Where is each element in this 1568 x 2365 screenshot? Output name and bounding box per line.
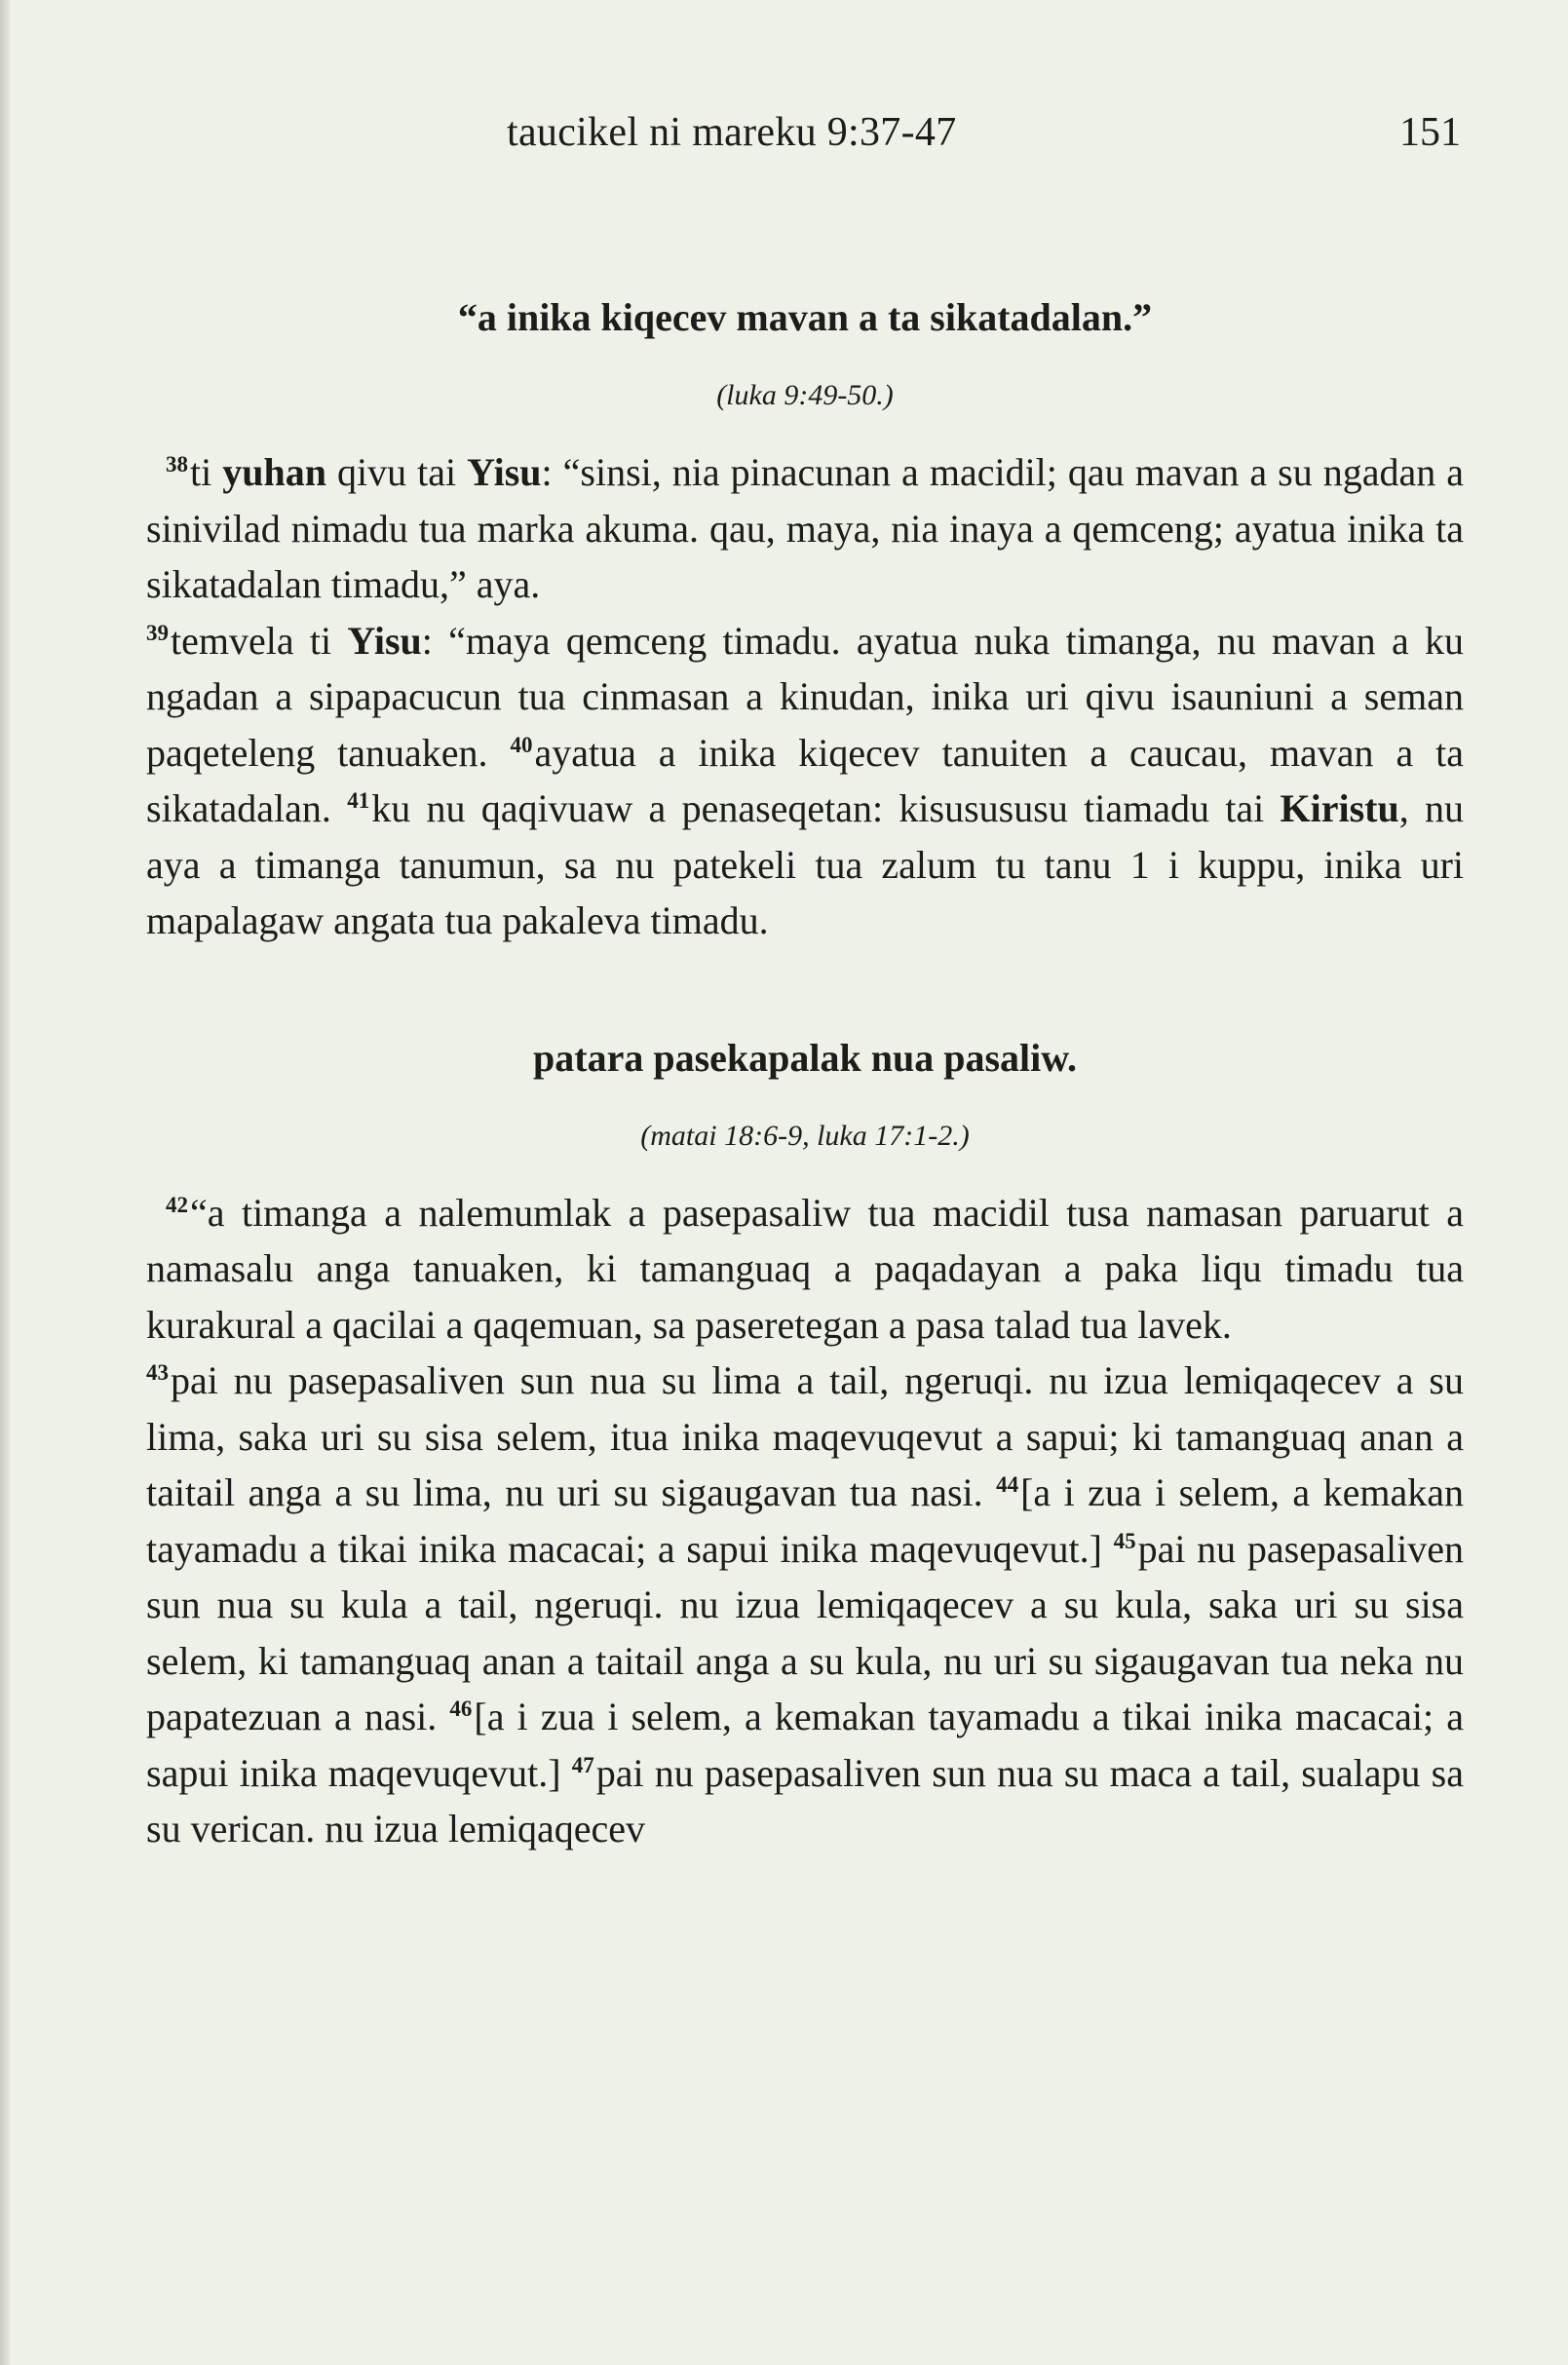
section-reference-1: (luka 9:49-50.) (716, 379, 894, 411)
verse-38-name-yisu: Yisu (467, 450, 542, 494)
section-reference-2: (matai 18:6-9, luka 17:1-2.) (640, 1119, 970, 1152)
verse-42-text: “a timanga a nalemumlak a pasepasaliw tua macidil tusa namasan paruarut a namasalu anga tanuaken, ki tamanguaq a paqadayan a paka liqu timadu tua kurakural a qacilai a qaqemuan, sa paseretegan a pasa talad tua lavek. (146, 1190, 1464, 1347)
verse-43-text: pai nu pasepasaliven sun nua su lima a tail, ngeruqi. nu izua lemiqaqecev a su lima, saka uri su sisa selem, itua inika maqevuqevut a sapui; ki tamanguaq anan a taitail anga a su lima, nu uri su sigaugavan tua nasi. (146, 1358, 1464, 1514)
verse-46-text: [a i zua i selem, a kemakan tayamadu a tikai inika macacai; a sapui inika maqevuqevut.] (146, 1695, 1464, 1795)
verse-44-text: [a i zua i selem, a kemakan tayamadu a tikai inika macacai; a sapui inika maqevuqevut.] (146, 1470, 1464, 1571)
running-title: taucikel ni mareku 9:37-47 (507, 110, 957, 155)
verse-number-47: 47 (571, 1752, 594, 1777)
verse-38-text: qivu tai (326, 450, 468, 494)
verse-41-name-kiristu: Kiristu (1280, 786, 1399, 830)
verse-number-46: 46 (449, 1697, 473, 1721)
verse-39-text: temvela ti (171, 618, 348, 663)
verse-38-text: ti (190, 450, 223, 494)
verse-45-text: pai nu pasepasaliven sun nua su kula a tail, ngeruqi. nu izua lemiqaqecev a su kula, saka uri su sisa selem, ki tamanguaq anan a taitail anga a su kula, nu uri su sigaugavan tua neka nu papatezuan a nasi. (146, 1526, 1465, 1738)
page-edge (0, 0, 10, 2365)
verse-number-44: 44 (996, 1472, 1019, 1497)
section-title-1: “a inika kiqecev mavan a ta sikatadalan.” (457, 295, 1153, 339)
paragraph-verses-38-41 (146, 444, 1464, 949)
verse-39-name-yisu: Yisu (347, 618, 422, 663)
paragraph-verses-42-47 (146, 1185, 1464, 1857)
verse-41-text: ku nu qaqivuaw a penaseqetan: kisusususu tiamadu tai (371, 786, 1281, 830)
section-title-2: patara pasekapalak nua pasaliw. (533, 1035, 1077, 1080)
verse-number-42: 42 (166, 1192, 188, 1217)
verse-39-text: : “maya qemceng timadu. ayatua nuka timanga, nu mavan a ku ngadan a sipapacucun tua cinmasan a kinudan, inika uri qivu isauniuni a seman paqeteleng tanuaken. (146, 618, 1465, 775)
section-spacer (146, 949, 1464, 1033)
verse-number-45: 45 (1113, 1528, 1136, 1553)
verse-41-text: , nu aya a timanga tanumun, sa nu patekeli tua zalum tu tanu 1 i kuppu, inika uri mapalagaw angata tua pakaleva timadu. (146, 786, 1464, 942)
running-head (0, 109, 1568, 168)
page-number: 151 (1399, 110, 1461, 155)
verse-number-41: 41 (347, 788, 370, 813)
verse-number-38: 38 (166, 452, 188, 477)
verse-number-40: 40 (510, 732, 533, 757)
page-content (146, 292, 1464, 1857)
verse-number-43: 43 (146, 1360, 169, 1385)
verse-40-text: ayatua a inika kiqecev tanuiten a caucau, mavan a ta sikatadalan. (146, 730, 1465, 830)
verse-38-name-yuhan: yuhan (222, 450, 326, 494)
verse-38-text: : “sinsi, nia pinacunan a macidil; qau mavan a su ngadan a sinivilad nimadu tua marka akuma. qau, maya, nia inaya a qemceng; ayatua inika ta sikatadalan timadu,” aya. (146, 450, 1464, 606)
verse-47-text: pai nu pasepasaliven sun nua su maca a tail, sualapu sa su verican. nu izua lemiqaqecev (146, 1750, 1464, 1850)
verse-number-39: 39 (146, 620, 169, 645)
